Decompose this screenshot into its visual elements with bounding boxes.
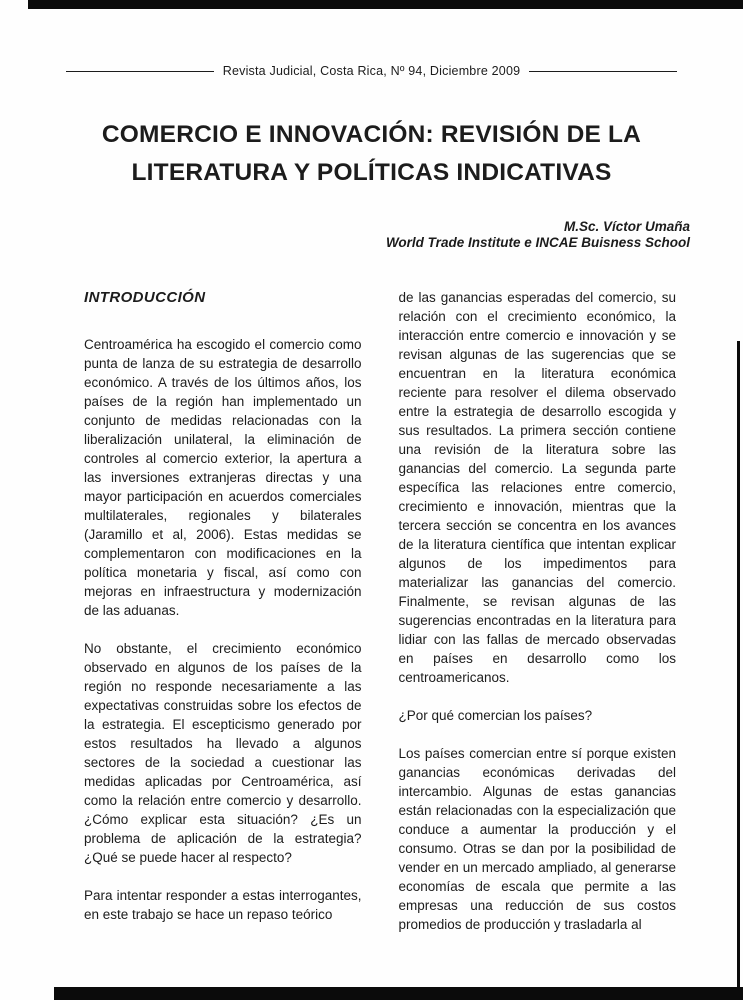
- article-title-line2: LITERATURA Y POLÍTICAS INDICATIVAS: [131, 159, 612, 186]
- section-heading-introduccion: INTRODUCCIÓN: [84, 289, 206, 306]
- header-rule-left: [66, 71, 214, 72]
- article-title-line1: COMERCIO E INNOVACIÓN: REVISIÓN DE LA: [101, 121, 642, 148]
- journal-header-text: Revista Judicial, Costa Rica, Nº 94, Diciembre 2009: [222, 64, 521, 78]
- author-affiliation: World Trade Institute e INCAE Buisness School: [385, 235, 690, 250]
- byline: [386, 219, 690, 251]
- author-name: M.Sc. Víctor Umaña: [563, 219, 690, 234]
- paragraph-left-3: Para intentar responder a estas interrogantes, en este trabajo se hace un repaso teórico: [84, 888, 362, 922]
- scan-artifact-right-line: [737, 341, 740, 989]
- journal-header: [0, 64, 743, 78]
- article-body: [84, 288, 676, 953]
- article-title: [0, 116, 743, 192]
- header-rule-right: [529, 71, 677, 72]
- scan-artifact-bottom-bar: [54, 987, 743, 1000]
- paragraph-right-1: de las ganancias esperadas del comercio, su relación con el crecimiento económico, la interacción entre comercio e innovación y se revisan algunas de las sugerencias que se encuentran en la literatura económica reciente para resolver el dilema observado entre la estrategia de desarrollo escogida y sus resultados. La primera sección contiene una revisión de la literatura sobre las ganancias del comercio. La segunda parte específica las relaciones entre comercio, crecimiento e innovación, mientras que la tercera sección se concentra en los avances de la literatura científica que intentan explicar algunos de los impedimentos para materializar las ganancias del comercio. Finalmente, se revisan algunas de las sugerencias encontradas en la literatura para lidiar con las fallas de mercado observadas en países en desarrollo como los centroamericanos.: [398, 290, 676, 685]
- left-column: [84, 288, 362, 953]
- right-column: [399, 288, 677, 953]
- paragraph-left-2: No obstante, el crecimiento económico observado en algunos de los países de la región no responde necesariamente a las expectativas construidas sobre los efectos de la estrategia. El escepticismo generado por estos resultados ha llevado a algunos sectores de la sociedad a cuestionar las medidas aplicadas por Centroamérica, así como la relación entre comercio y desarrollo. ¿Cómo explicar esta situación? ¿Es un problema de aplicación de la estrategia? ¿Qué se puede hacer al respecto?: [84, 641, 362, 865]
- paragraph-right-2: Los países comercian entre sí porque existen ganancias económicas derivadas del intercambio. Algunas de estas ganancias están relacionadas con la especialización que conduce a aumentar la producción y el consumo. Otras se dan por la posibilidad de vender en un mercado ampliado, al generarse economías de escala que permite a las empresas una reducción de sus costos promedios de producción y trasladarla al: [398, 746, 676, 932]
- subheading-why-countries-trade: ¿Por qué comercian los países?: [398, 708, 593, 723]
- scan-artifact-top-bar: [28, 0, 743, 9]
- paragraph-left-1: Centroamérica ha escogido el comercio como punta de lanza de su estrategia de desarrollo económico. A través de los últimos años, los países de la región han implementado un conjunto de medidas relacionadas con la liberalización unilateral, la eliminación de controles al comercio exterior, la apertura a las inversiones extranjeras directas y una mayor participación en acuerdos comerciales multilaterales, regionales y bilaterales (Jaramillo et al, 2006). Estas medidas se complementaron con modificaciones en la política monetaria y fiscal, así como con mejoras en infraestructura y modernización de las aduanas.: [84, 337, 362, 618]
